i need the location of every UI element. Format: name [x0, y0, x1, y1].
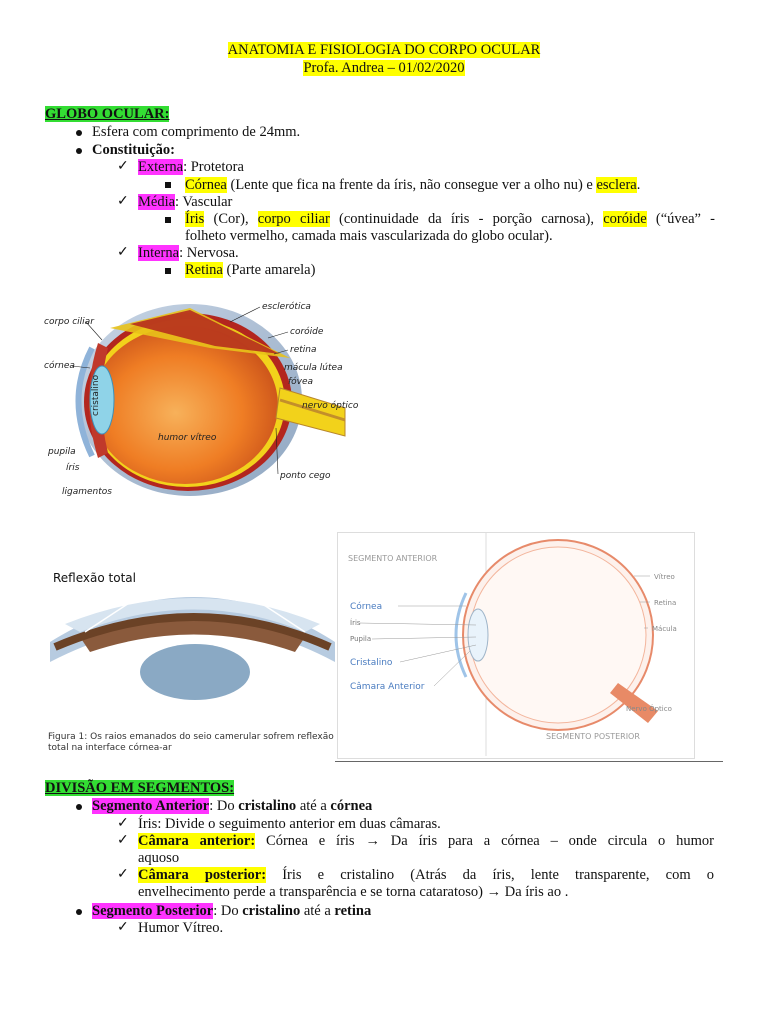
check-icon: ✓ — [117, 245, 129, 260]
check-icon: ✓ — [117, 867, 129, 882]
list-item-cornea: Córnea (Lente que fica na frente da íris, não consegue ver a olho nu) e esclera. — [185, 177, 641, 193]
doc-subtitle: Profa. Andrea – 01/02/2020 — [303, 60, 465, 76]
figure-caption-line1: Figura 1: Os raios emanados do seio camerular sofrem reflexão — [48, 732, 334, 742]
list-item-media: Média: Vascular — [138, 194, 233, 210]
divider-line — [335, 761, 723, 762]
reflexao-total-diagram — [45, 562, 340, 702]
check-icon: ✓ — [117, 833, 129, 848]
label-segmento-posterior: SEGMENTO POSTERIOR — [546, 732, 640, 741]
label-camara-anterior-seg: Câmara Anterior — [350, 682, 425, 692]
section-heading-divisao: DIVISÃO EM SEGMENTOS: — [45, 780, 235, 796]
label-corpo-ciliar: corpo ciliar — [44, 317, 94, 327]
segment-diagram — [338, 533, 692, 756]
list-item-humor-vitreo: Humor Vítreo. — [138, 920, 224, 936]
label-segmento-anterior: SEGMENTO ANTERIOR — [348, 554, 438, 563]
label-humor-vitreo: humor vítreo — [158, 433, 217, 443]
bullet — [76, 148, 82, 154]
section-heading-globo: GLOBO OCULAR: — [45, 106, 170, 122]
eye-anatomy-diagram — [40, 288, 359, 503]
label-cristalino: cristalino — [91, 374, 101, 416]
check-icon: ✓ — [117, 920, 129, 935]
list-item-externa: Externa: Protetora — [138, 159, 244, 175]
bullet — [76, 130, 82, 136]
label-retina: retina — [290, 345, 317, 355]
label-iris-seg: Íris — [350, 619, 361, 627]
check-icon: ✓ — [117, 816, 129, 831]
label-nervo-seg: Nervo Óptico — [626, 705, 672, 713]
label-ponto-cego: ponto cego — [280, 471, 331, 481]
label-vitreo-seg: Vítreo — [654, 573, 675, 581]
list-item-segmento-posterior: Segmento Posterior: Do cristalino até a retina — [92, 903, 372, 919]
label-pupila: pupila — [48, 447, 76, 457]
square-bullet — [165, 217, 171, 223]
label-macula-seg: Mácula — [652, 625, 677, 633]
check-icon: ✓ — [117, 194, 129, 209]
list-item-iris-cont: folheto vermelho, camada mais vascularizada do globo ocular). — [185, 228, 553, 244]
list-item-camara-posterior: Câmara posterior: Íris e cristalino (Atrás da íris, lente transparente, com o — [138, 867, 714, 883]
bullet — [76, 909, 82, 915]
list-item-retina: Retina (Parte amarela) — [185, 262, 316, 278]
label-ligamentos: ligamentos — [62, 487, 112, 497]
reflexao-title: Reflexão total — [53, 571, 136, 585]
list-item-segmento-anterior: Segmento Anterior: Do cristalino até a córnea — [92, 798, 373, 814]
label-fovea: fóvea — [288, 377, 314, 387]
list-item: Constituição: — [92, 142, 175, 158]
label-iris: íris — [66, 463, 80, 473]
figure-caption-line2: total na interface córnea-ar — [48, 743, 172, 753]
square-bullet — [165, 182, 171, 188]
list-item-camara-anterior: Câmara anterior: Córnea e íris → Da íris para a córnea – onde circula o humor — [138, 833, 714, 849]
label-coroide: coróide — [290, 327, 324, 337]
list-item-camara-posterior-cont: envelhecimento perde a transparência e se torna cataratoso) → Da íris ao . — [138, 884, 569, 900]
label-cornea-seg: Córnea — [350, 602, 383, 612]
list-item-iris-divide: Íris: Divide o seguimento anterior em duas câmaras. — [138, 816, 441, 832]
label-retina-seg: Retina — [654, 599, 677, 607]
label-escleratica: esclerótica — [262, 302, 311, 312]
label-cornea: córnea — [44, 361, 75, 371]
list-item-camara-anterior-cont: aquoso — [138, 850, 180, 866]
square-bullet — [165, 268, 171, 274]
bullet — [76, 804, 82, 810]
check-icon: ✓ — [117, 159, 129, 174]
list-item: Esfera com comprimento de 24mm. — [92, 124, 301, 140]
list-item-interna: Interna: Nervosa. — [138, 245, 239, 261]
label-macula: mácula lútea — [284, 363, 343, 373]
doc-title: ANATOMIA E FISIOLOGIA DO CORPO OCULAR — [227, 42, 541, 58]
label-pupila-seg: Pupila — [350, 635, 372, 643]
label-nervo-optico: nervo óptico — [302, 401, 359, 411]
list-item-iris: Íris (Cor), corpo ciliar (continuidade da íris - porção carnosa), coróide (“úvea” - — [185, 211, 715, 227]
label-cristalino-seg: Cristalino — [350, 658, 393, 668]
